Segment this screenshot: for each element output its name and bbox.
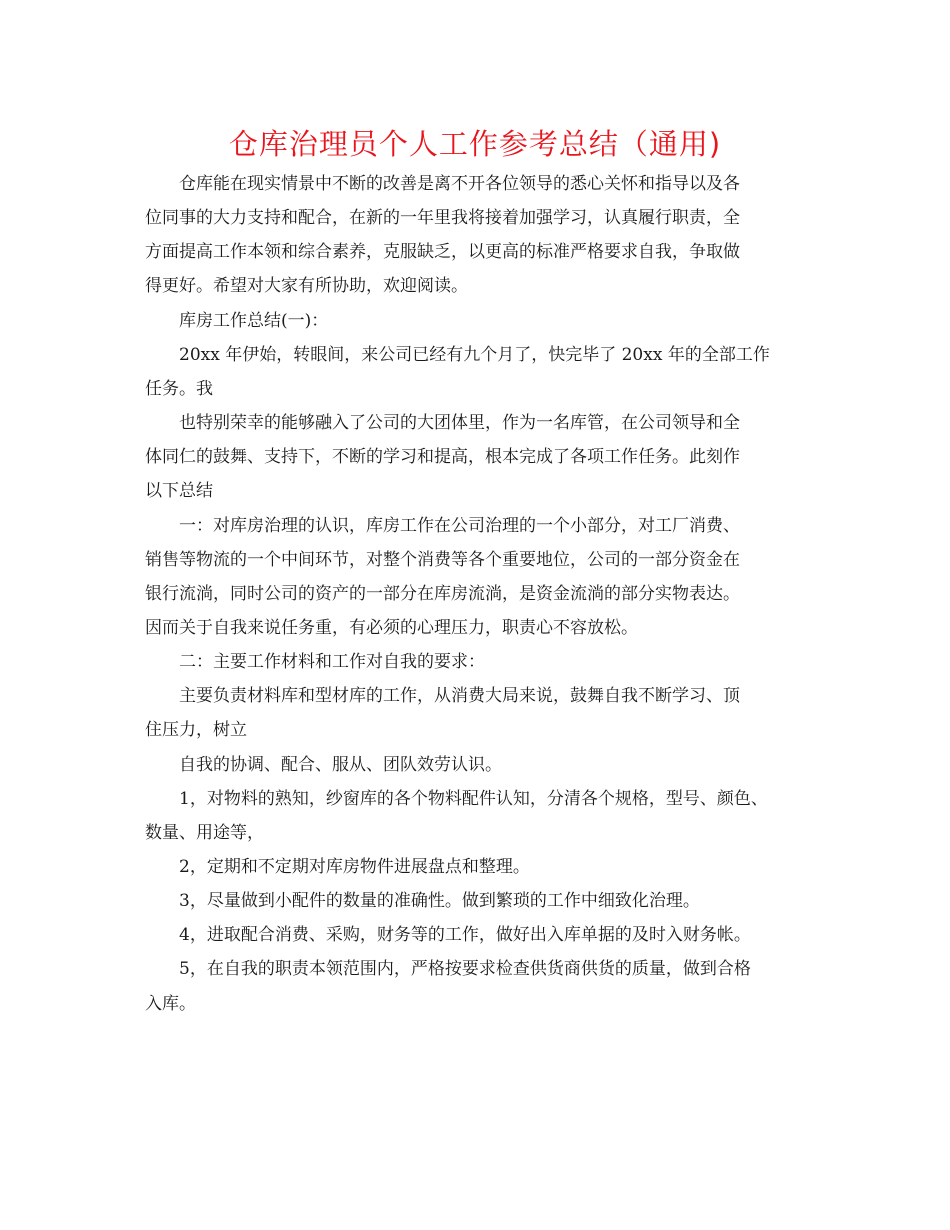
body-text-line: 银行流淌，同时公司的资产的一部分在库房流淌，是资金流淌的部分实物表达。	[145, 583, 740, 604]
body-text-line: 主要负责材料库和型材库的工作，从消费大局来说，鼓舞自我不断学习、顶	[179, 686, 740, 707]
document-title: 仓库治理员个人工作参考总结（通用)	[228, 127, 722, 161]
body-text-line: 也特别荣幸的能够融入了公司的大团体里，作为一名库管，在公司领导和全	[179, 413, 740, 433]
body-text-line: 得更好。希望对大家有所协助，欢迎阅读。	[145, 276, 468, 297]
body-text-line: 仓库能在现实情景中不断的改善是离不开各位领导的悉心关怀和指导以及各	[179, 174, 740, 194]
body-text-line: 3，尽量做到小配件的数量的准确性。做到繁琐的工作中细致化治理。	[179, 891, 700, 912]
body-text-line: 任务。我	[145, 378, 213, 399]
body-text-line: 位同事的大力支持和配合，在新的一年里我将接着加强学习，认真履行职责，全	[145, 208, 740, 229]
body-text-line: 以下总结	[145, 481, 213, 502]
body-text-line: 5，在自我的职责本领范围内，严格按要求检查供货商供货的质量，做到合格	[179, 959, 751, 980]
body-text-line: 二：主要工作材料和工作对自我的要求：	[179, 652, 485, 673]
body-text-line: 库房工作总结(一)：	[179, 310, 329, 331]
body-text-line: 自我的协调、配合、服从、团队效劳认识。	[179, 754, 502, 775]
body-text-line: 体同仁的鼓舞、支持下，不断的学习和提高，根本完成了各项工作任务。此刻作	[145, 447, 740, 468]
body-text-line: 2，定期和不定期对库房物件进展盘点和整理。	[179, 857, 530, 877]
body-text-line: 方面提高工作本领和综合素养，克服缺乏，以更高的标准严格要求自我，争取做	[145, 242, 740, 263]
body-text-line: 销售等物流的一个中间环节，对整个消费等各个重要地位，公司的一部分资金在	[145, 549, 740, 570]
body-text-line: 20xx 年伊始，转眼间，来公司已经有九个月了，快完毕了 20xx 年的全部工作	[179, 344, 770, 365]
body-text-line: 数量、用途等，	[145, 822, 264, 843]
body-text-line: 1，对物料的熟知，纱窗库的各个物料配件认知，分清各个规格，型号、颜色、	[179, 788, 768, 809]
body-text-line: 一：对库房治理的认识，库房工作在公司治理的一个小部分，对工厂消费、	[179, 515, 740, 536]
body-text-line: 入库。	[145, 993, 196, 1014]
body-text-line: 因而关于自我来说任务重，有必须的心理压力，职责心不容放松。	[145, 618, 638, 638]
body-text-line: 4，进取配合消费、采购，财务等的工作，做好出入库单据的及时入财务帐。	[179, 925, 751, 946]
body-text-line: 住压力，树立	[145, 720, 247, 741]
